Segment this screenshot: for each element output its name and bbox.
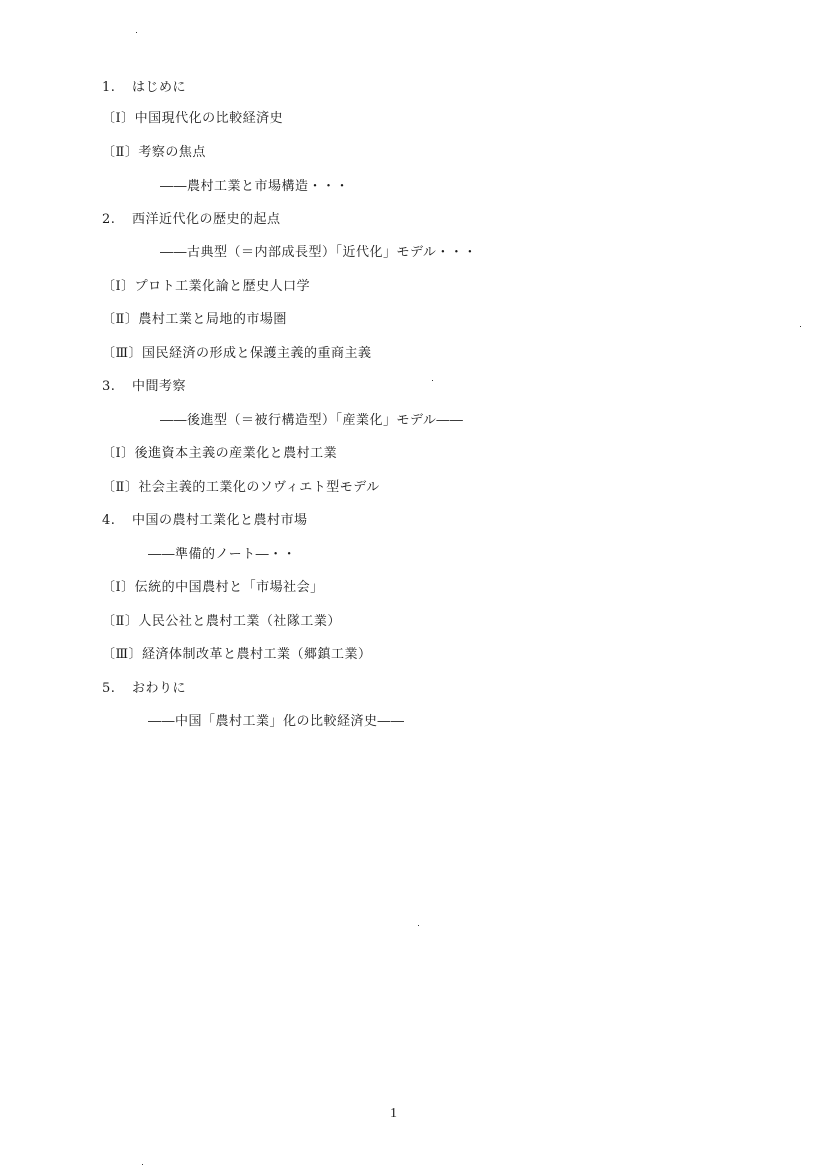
toc-section-4 bbox=[102, 513, 308, 529]
scan-speck bbox=[432, 380, 433, 381]
toc-subsection: 〔Ⅱ〕考察の焦点 bbox=[102, 145, 206, 160]
toc-section-title: 中間考察 bbox=[132, 379, 187, 394]
toc-section-title: 西洋近代化の歴史的起点 bbox=[132, 212, 281, 227]
toc-section-title: はじめに bbox=[132, 80, 187, 95]
scan-speck bbox=[800, 326, 801, 327]
toc-subtitle: ――中国「農村工業」化の比較経済史―― bbox=[148, 714, 405, 729]
scan-speck bbox=[142, 1164, 143, 1165]
toc-subsection: 〔Ⅰ〕プロト工業化論と歴史人口学 bbox=[102, 279, 311, 294]
toc-subsection: 〔Ⅲ〕国民経済の形成と保護主義的重商主義 bbox=[102, 346, 372, 361]
toc-subsection: 〔Ⅱ〕社会主義的工業化のソヴィエト型モデル bbox=[102, 480, 380, 495]
toc-section-3 bbox=[102, 379, 186, 395]
toc-section-number: 1. bbox=[102, 80, 116, 95]
toc-section-number: 5. bbox=[102, 681, 116, 696]
toc-section-2 bbox=[102, 212, 281, 228]
toc-subsection: 〔Ⅰ〕伝統的中国農村と「市場社会」 bbox=[102, 580, 324, 595]
toc-subtitle: ――農村工業と市場構造・・・ bbox=[160, 179, 350, 194]
toc-section-number: 4. bbox=[102, 513, 116, 528]
page-number: 1 bbox=[390, 1106, 397, 1121]
toc-section-1 bbox=[102, 80, 186, 96]
toc-section-5 bbox=[102, 681, 186, 697]
toc-section-title: おわりに bbox=[132, 681, 187, 696]
toc-section-number: 3. bbox=[102, 379, 116, 394]
scan-speck bbox=[418, 925, 419, 926]
scan-speck bbox=[136, 32, 137, 33]
toc-subsection: 〔Ⅲ〕経済体制改革と農村工業（郷鎮工業） bbox=[102, 647, 372, 662]
toc-subsection: 〔Ⅱ〕人民公社と農村工業（社隊工業） bbox=[102, 614, 341, 629]
toc-subsection: 〔Ⅰ〕後進資本主義の産業化と農村工業 bbox=[102, 446, 338, 461]
toc-subsection: 〔Ⅱ〕農村工業と局地的市場圏 bbox=[102, 312, 287, 327]
toc-subtitle: ――古典型（＝内部成長型）「近代化」モデル・・・ bbox=[160, 245, 477, 260]
toc-subtitle: ――後進型（＝被行構造型）「産業化」モデル―― bbox=[160, 413, 464, 428]
toc-subtitle: ――準備的ノート―・・ bbox=[148, 547, 297, 562]
toc-section-title: 中国の農村工業化と農村市場 bbox=[132, 513, 308, 528]
toc-section-number: 2. bbox=[102, 212, 116, 227]
toc-subsection: 〔Ⅰ〕中国現代化の比較経済史 bbox=[102, 111, 284, 126]
